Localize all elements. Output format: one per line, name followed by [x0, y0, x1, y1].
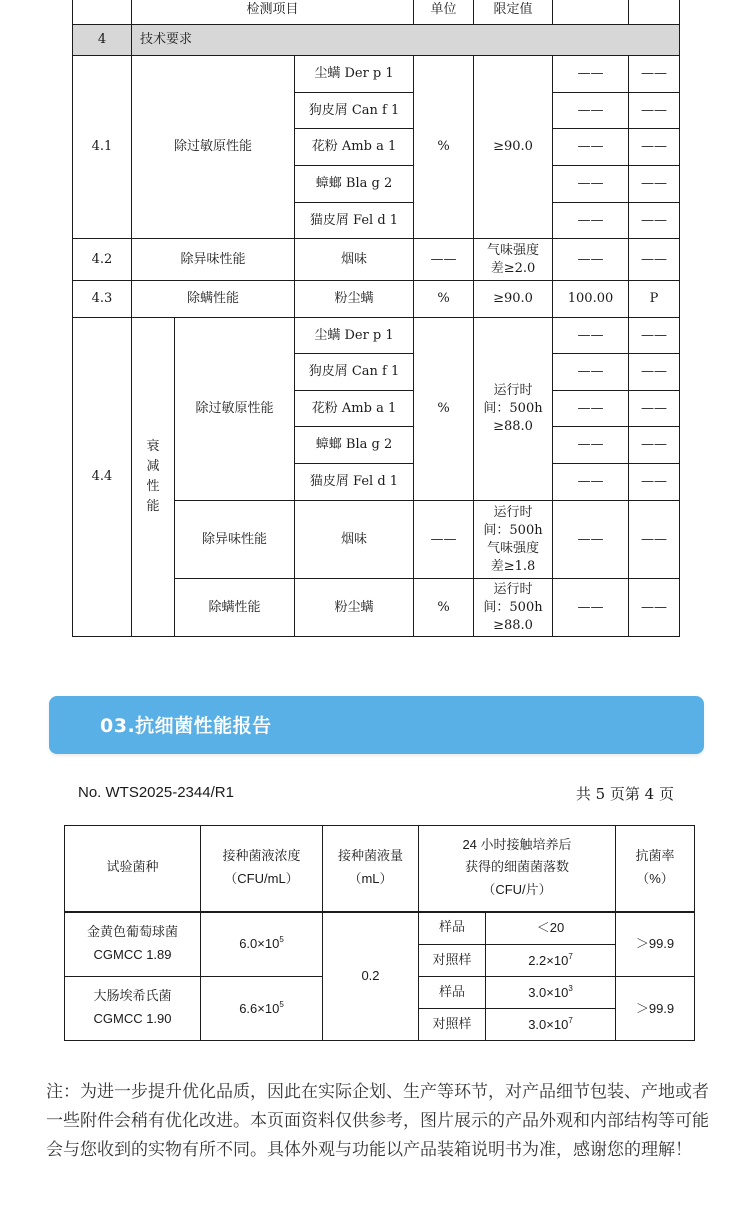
result-cell: 100.00: [553, 281, 629, 318]
value-exponent: 3: [568, 983, 573, 993]
rate-cell: ＞99.9: [616, 912, 695, 977]
allergen-label: 尘螨 Der p 1: [295, 318, 414, 354]
judge-cell: P: [629, 281, 680, 318]
limit-line: 运行时: [493, 581, 533, 597]
judge-cell: ——: [629, 56, 680, 93]
control-label: 对照样: [419, 945, 486, 977]
row-limit: [474, 501, 553, 579]
table-header-row: [73, 0, 680, 25]
result-cell: ——: [553, 354, 629, 391]
allergen-label: 狗皮屑 Can f 1: [295, 93, 414, 129]
value-exponent: 7: [568, 951, 573, 961]
table-row: [73, 281, 680, 318]
row-sub-item: 粉尘螨: [295, 281, 414, 318]
limit-line: 运行时: [493, 383, 533, 398]
judge-cell: ——: [629, 239, 680, 281]
header-colony-count: [419, 826, 616, 912]
judge-cell: ——: [629, 391, 680, 427]
limit-line: 间：500h: [483, 599, 543, 615]
result-cell: ——: [553, 93, 629, 129]
result-cell: ——: [553, 203, 629, 239]
sample-label: 样品: [419, 977, 486, 1009]
header-rate: [616, 826, 695, 912]
limit-line: 气味强度: [486, 242, 539, 258]
value-exponent: 5: [279, 999, 284, 1009]
strain-code: CGMCC 1.90: [93, 1011, 172, 1026]
judge-cell: ——: [629, 203, 680, 239]
header-line: 接种菌液量: [337, 848, 403, 864]
header-volume: [323, 826, 419, 912]
result-cell: ——: [553, 579, 629, 637]
allergen-label: 蟑螂 Bla g 2: [295, 166, 414, 203]
report-number: No. WTS2025-2344/R1: [78, 784, 234, 801]
result-cell: ——: [553, 166, 629, 203]
sample-count: [486, 977, 616, 1009]
header-line: 24 小时接触培养后: [462, 837, 572, 853]
result-cell: ——: [553, 391, 629, 427]
result-cell: ——: [553, 501, 629, 579]
table-row: [65, 912, 695, 945]
row-no: 4.4: [73, 318, 132, 637]
limit-line: 差≥1.8: [490, 558, 536, 574]
value-base: 2.2×10: [528, 952, 569, 968]
group-char: 能: [146, 499, 160, 514]
row-sub-item: 烟味: [295, 239, 414, 281]
row-sub-item: 粉尘螨: [295, 579, 414, 637]
row-no: 4.3: [73, 281, 132, 318]
row-limit: [474, 579, 553, 637]
sample-label: 样品: [419, 912, 486, 945]
row-unit: ——: [414, 239, 474, 281]
disclaimer-note: 注：为进一步提升优化品质，因此在实际企划、生产等环节，对产品细节包装、产地或者一些附件会稍有优化改进。本页面资料仅供参考，图片展示的产品外观和内部结构等可能会与您收到的实物有所不同。具体外观与功能以产品装箱说明书为准，感谢您的理解！: [46, 1082, 709, 1160]
group-char: 减: [146, 459, 160, 474]
table-row: [73, 56, 680, 93]
value-base: 3.0×10: [528, 984, 569, 1000]
allergen-label: 花粉 Amb a 1: [295, 129, 414, 166]
strain-code: CGMCC 1.89: [93, 946, 172, 962]
result-cell: ——: [553, 464, 629, 501]
result-cell: ——: [553, 427, 629, 464]
header-limit: 限定值: [474, 0, 553, 25]
header-line: 获得的细菌菌落数: [464, 860, 569, 876]
row-item-name: 除螨性能: [132, 281, 295, 318]
row-item-name: 除螨性能: [175, 579, 295, 637]
section-no: 4: [73, 25, 132, 56]
header-test-item: 检测项目: [132, 0, 414, 25]
table-row: [73, 318, 680, 354]
row-unit: ——: [414, 501, 474, 579]
group-char: 衰: [146, 439, 160, 454]
value-base: 6.6×10: [239, 1000, 280, 1016]
header-line: （%）: [636, 870, 674, 886]
value-base: 6.0×10: [239, 936, 280, 952]
value-exponent: 5: [279, 935, 284, 945]
rate-cell: ＞99.9: [616, 977, 695, 1041]
row-limit: [474, 318, 553, 501]
header-unit: 单位: [414, 0, 474, 25]
limit-line: ≥88.0: [493, 617, 533, 633]
judge-cell: ——: [629, 166, 680, 203]
header-line: （CFU/mL）: [224, 870, 299, 886]
group-char: 性: [146, 479, 160, 494]
attenuation-group-label: [132, 318, 175, 637]
allergen-label: 尘螨 Der p 1: [295, 56, 414, 93]
header-line: （CFU/片）: [482, 882, 552, 898]
row-item-name: 除过敏原性能: [132, 56, 295, 239]
result-cell: ——: [553, 129, 629, 166]
row-unit: %: [414, 318, 474, 501]
section-row: [73, 25, 680, 56]
allergen-label: 狗皮屑 Can f 1: [295, 354, 414, 391]
judge-cell: ——: [629, 354, 680, 391]
header-line: 抗菌率: [635, 848, 675, 864]
judge-cell: ——: [629, 579, 680, 637]
row-item-name: 除异味性能: [132, 239, 295, 281]
sample-count: ＜20: [486, 912, 616, 945]
row-unit: %: [414, 281, 474, 318]
judge-cell: ——: [629, 129, 680, 166]
row-item-name: 除异味性能: [175, 501, 295, 579]
judge-cell: ——: [629, 501, 680, 579]
row-unit: %: [414, 579, 474, 637]
allergen-label: 蟑螂 Bla g 2: [295, 427, 414, 464]
section-banner: [49, 696, 704, 754]
result-cell: ——: [553, 239, 629, 281]
header-line: （mL）: [348, 870, 393, 886]
row-no: 4.2: [73, 239, 132, 281]
limit-line: 运行时: [493, 504, 533, 520]
limit-line: ≥88.0: [493, 419, 533, 434]
judge-cell: ——: [629, 318, 680, 354]
technical-requirements-table: [72, 0, 680, 637]
limit-line: 间：500h: [483, 522, 543, 538]
table-row: [73, 239, 680, 281]
concentration-cell: [201, 977, 323, 1041]
header-line: 接种菌液浓度: [222, 848, 301, 864]
row-limit: [474, 239, 553, 281]
limit-line: 间：500h: [483, 401, 543, 416]
value-exponent: 7: [568, 1015, 573, 1025]
row-no: 4.1: [73, 56, 132, 239]
row-limit: ≥90.0: [474, 281, 553, 318]
strain-cell: [65, 912, 201, 977]
result-cell: ——: [553, 56, 629, 93]
banner-title: 03.抗细菌性能报告: [100, 715, 272, 737]
strain-name: 金黄色葡萄球菌: [86, 924, 178, 940]
strain-name: 大肠埃希氏菌: [93, 989, 172, 1004]
row-sub-item: 烟味: [295, 501, 414, 579]
header-strain: 试验菌种: [65, 826, 201, 912]
allergen-label: 猫皮屑 Fel d 1: [295, 464, 414, 501]
allergen-label: 猫皮屑 Fel d 1: [295, 203, 414, 239]
control-count: [486, 945, 616, 977]
result-cell: ——: [553, 318, 629, 354]
page-indicator: 共 5 页第 4 页: [575, 785, 674, 803]
section-title: 技术要求: [132, 25, 680, 56]
row-unit: %: [414, 56, 474, 239]
judge-cell: ——: [629, 93, 680, 129]
table-header-row: [65, 826, 695, 912]
value-base: 3.0×10: [528, 1016, 569, 1032]
antibacterial-results-table: [64, 825, 695, 1041]
allergen-label: 花粉 Amb a 1: [295, 391, 414, 427]
concentration-cell: [201, 912, 323, 977]
control-label: 对照样: [419, 1009, 486, 1041]
header-concentration: [201, 826, 323, 912]
row-item-name: 除过敏原性能: [175, 318, 295, 501]
row-limit: ≥90.0: [474, 56, 553, 239]
limit-line: 气味强度: [486, 540, 539, 556]
limit-line: 差≥2.0: [490, 260, 536, 276]
strain-cell: [65, 977, 201, 1041]
control-count: [486, 1009, 616, 1041]
volume-cell: 0.2: [323, 912, 419, 1041]
judge-cell: ——: [629, 427, 680, 464]
judge-cell: ——: [629, 464, 680, 501]
